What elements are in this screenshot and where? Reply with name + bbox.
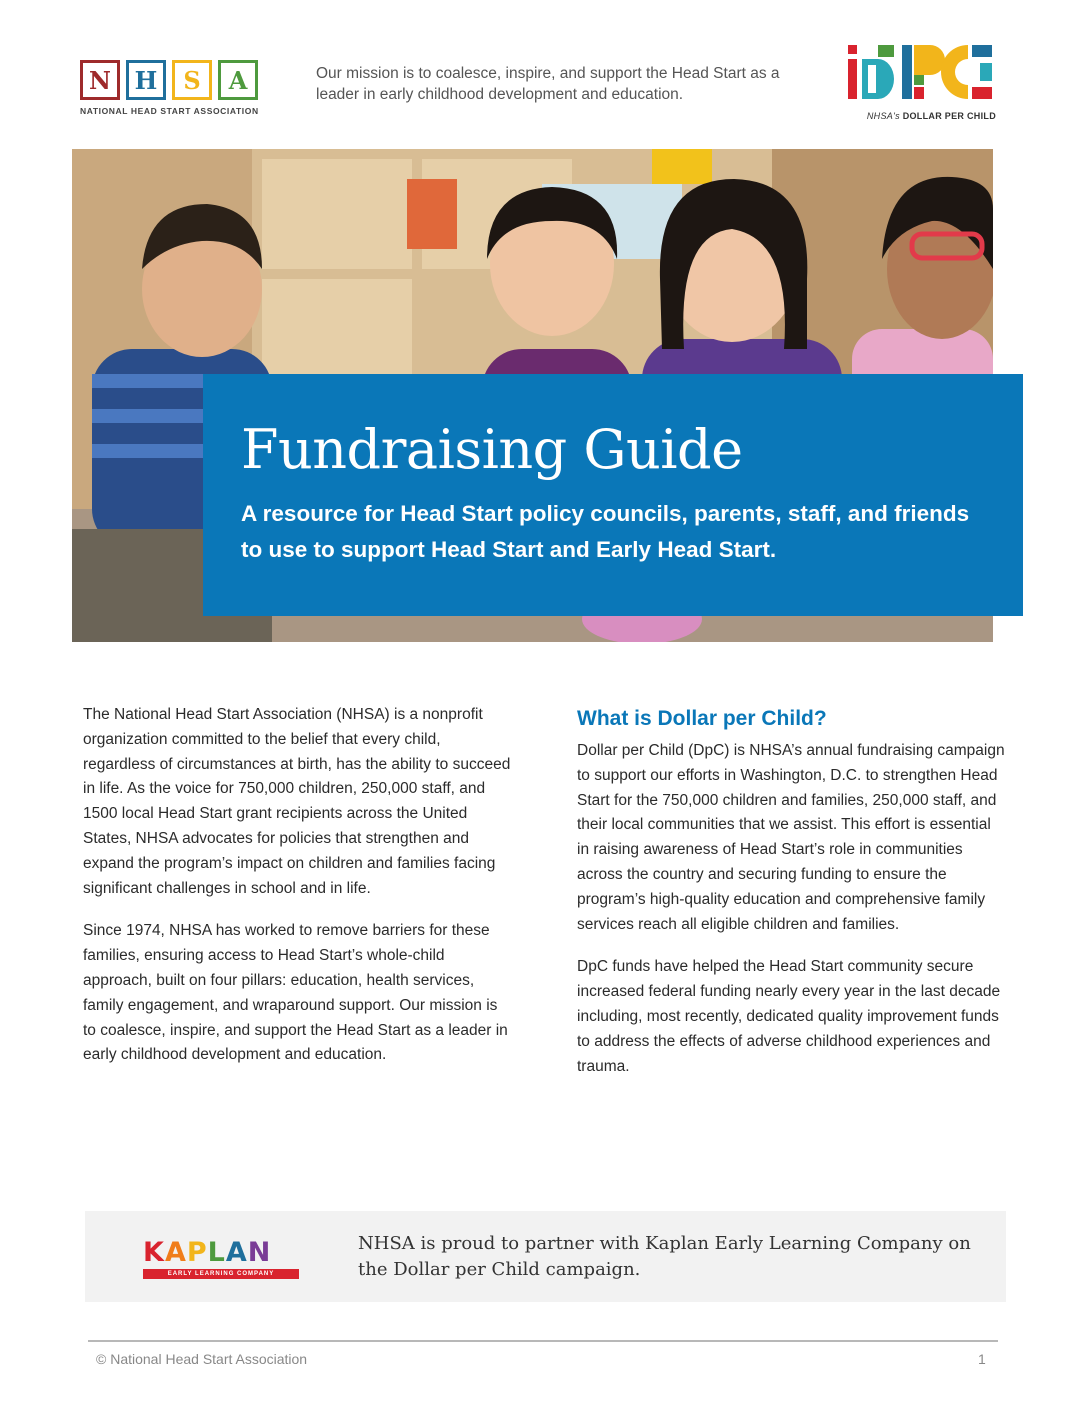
kaplan-letter: L	[207, 1237, 226, 1268]
kaplan-letter: A	[225, 1237, 248, 1268]
page-title: Fundraising Guide	[241, 418, 743, 481]
kaplan-logo	[143, 1239, 313, 1279]
dollar-per-child-column	[577, 705, 1007, 1097]
partner-box	[85, 1211, 1006, 1302]
nhsa-letter-h: H	[126, 60, 166, 100]
section-heading: What is Dollar per Child?	[577, 707, 827, 730]
about-paragraph-1: The National Head Start Association (NHSA) is a nonprofit organization committed to the belief that every child, regardless of circumstances at birth, has the ability to succeed in life. As the voice for 750,000 children, 250,000 staff, and 1500 local Head Start grant recipients across the United States, NHSA advocates for policies that strengthen and expand the program’s impact on children and families facing significant challenges in school and in life.	[83, 706, 511, 897]
title-box	[203, 374, 1023, 616]
kaplan-letter: P	[186, 1237, 208, 1268]
page-number: 1	[978, 1351, 986, 1367]
kaplan-wordmark	[143, 1239, 313, 1267]
nhsa-letter-blocks	[80, 60, 290, 100]
kaplan-subtitle: EARLY LEARNING COMPANY	[143, 1269, 299, 1279]
kaplan-letter: A	[164, 1237, 187, 1268]
about-paragraph-2: Since 1974, NHSA has worked to remove barriers for these families, ensuring access to Head Start’s whole-child approach, built on four pillars: education, health services, family engagement, and wraparound support. Our mission is to coalesce, inspire, and support the Head Start as a leader in early childhood development and education.	[83, 922, 508, 1064]
dpc-tagline: NHSA's DOLLAR PER CHILD	[866, 111, 996, 121]
nhsa-letter-a: A	[218, 60, 258, 100]
nhsa-letter-s: S	[172, 60, 212, 100]
kaplan-letter: K	[143, 1237, 165, 1268]
partner-text: NHSA is proud to partner with Kaplan Early Learning Company on the Dollar per Child campaign.	[358, 1233, 971, 1280]
mission-statement: Our mission is to coalesce, inspire, and support the Head Start as a leader in early childhood development and education.	[316, 65, 780, 103]
nhsa-name: NATIONAL HEAD START ASSOCIATION	[80, 106, 259, 116]
footer-divider	[88, 1340, 998, 1342]
page-subtitle: A resource for Head Start policy councils, parents, staff, and friends to use to support Head Start and Early Head Start.	[241, 501, 970, 562]
dpc-paragraph-1: Dollar per Child (DpC) is NHSA’s annual fundraising campaign to support our efforts in Washington, D.C. to strengthen Head Start for the 750,000 children and families, 250,000 staff, and their local communities that we assist. This effort is essential in raising awareness of Head Start’s role in communities across the country and securing funding to ensure the program’s high-quality education and comprehensive family services reach all eligible children and families.	[577, 742, 1005, 933]
dpc-paragraph-2: DpC funds have helped the Head Start community secure increased federal funding nearly every year in the last decade including, most recently, dedicated quality improvement funds to address the effects of adverse childhood experiences and trauma.	[577, 958, 1001, 1075]
nhsa-logo	[80, 60, 290, 116]
footer-copyright: © National Head Start Association	[96, 1351, 308, 1367]
nhsa-letter-n: N	[80, 60, 120, 100]
kaplan-letter: N	[247, 1237, 272, 1268]
about-nhsa-column	[83, 703, 513, 1086]
